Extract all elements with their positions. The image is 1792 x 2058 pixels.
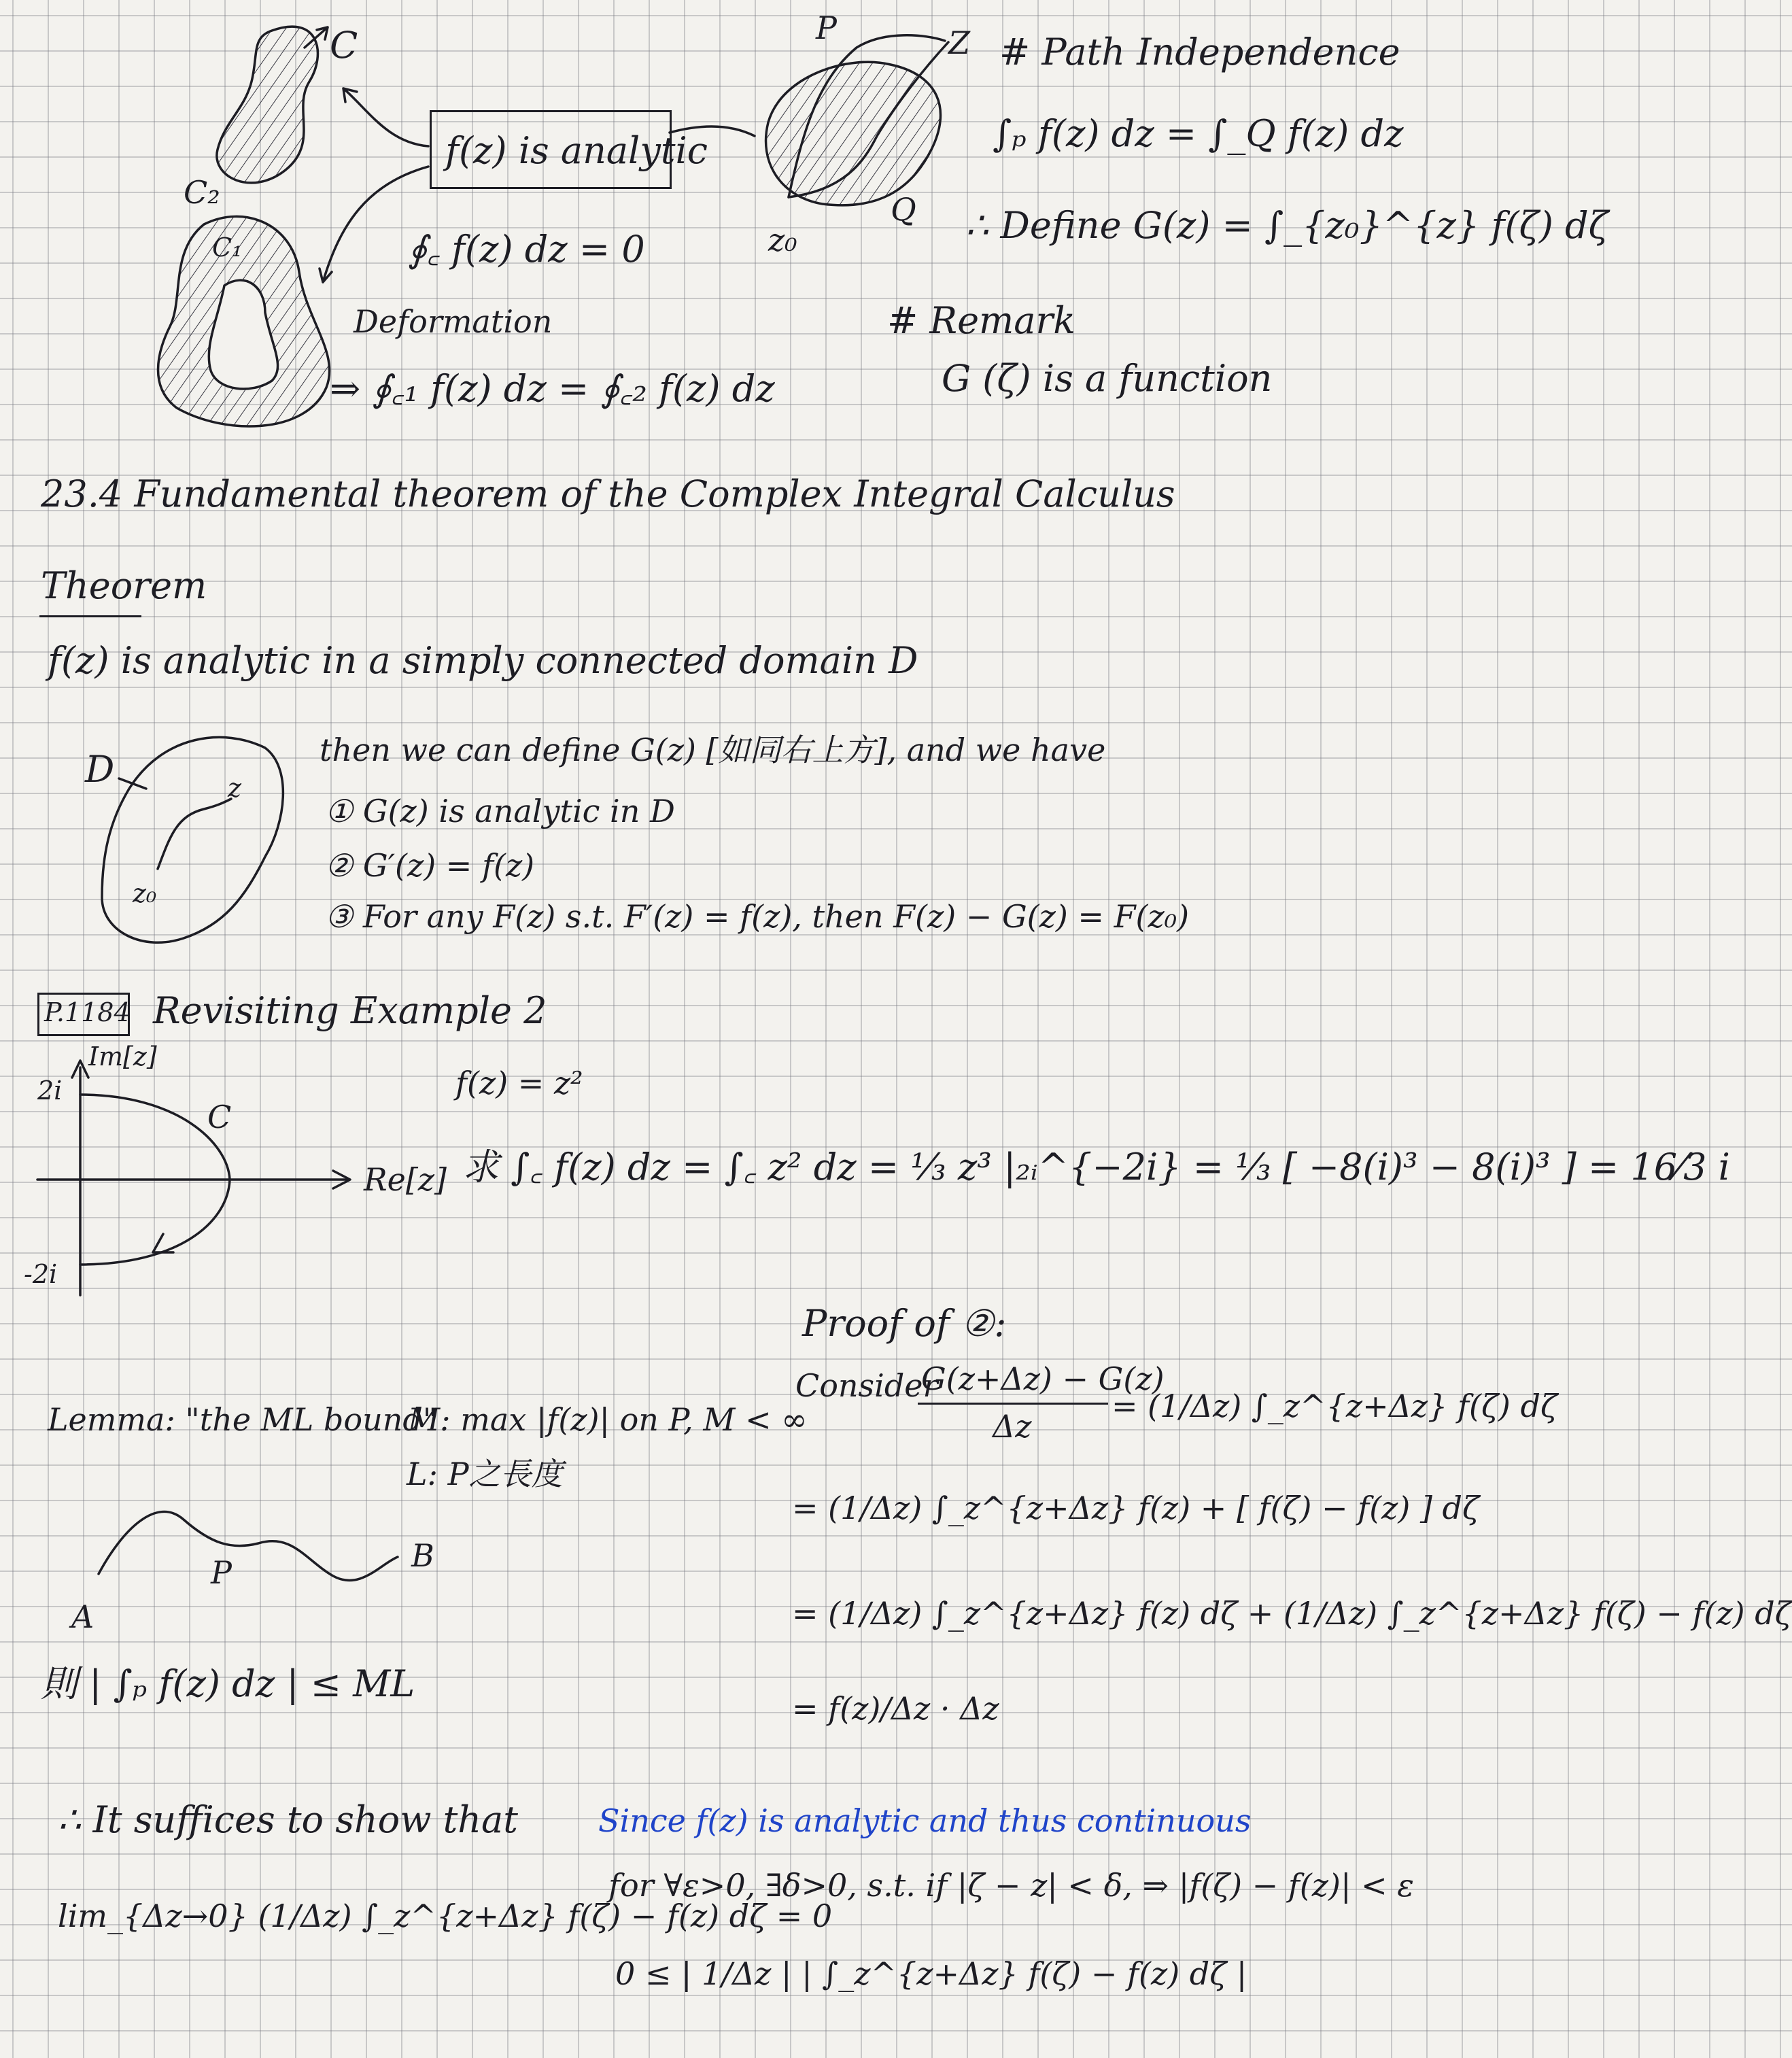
label-c2: C₂ (184, 174, 220, 211)
suffices-line: ∴ It suffices to show that (58, 1798, 518, 1841)
tick-neg-2i: -2i (24, 1259, 58, 1289)
lemma-label: Lemma: "the ML bound" (48, 1401, 437, 1438)
label-z0: z₀ (768, 222, 797, 258)
theorem-label: Theorem (41, 564, 207, 607)
label-c: C (330, 24, 358, 67)
contour-c-blob (217, 27, 318, 183)
analytic-box-text: f(z) is analytic (445, 129, 708, 172)
arrow-to-c (343, 88, 428, 146)
remark-text: G (ζ) is a function (942, 357, 1273, 400)
path-independence-equation: ∫ₚ f(z) dz = ∫_Q f(z) dz (993, 112, 1404, 155)
domain-d-outline (102, 737, 283, 942)
path-p-label: P (211, 1554, 232, 1591)
path-independence-title: # Path Independence (999, 31, 1400, 73)
domain-d-z-label: z (228, 773, 242, 803)
label-z: Z (948, 24, 970, 61)
difference-quotient-den: Δz (993, 1408, 1032, 1445)
ml-bound: 則 | ∫ₚ f(z) dz | ≤ ML (41, 1662, 415, 1705)
lemma-l-def: L: P之長度 (407, 1456, 563, 1492)
example-title: Revisiting Example 2 (153, 989, 547, 1032)
ml-path (99, 1511, 398, 1580)
proof-rhs-1: = (1/Δz) ∫_z^{z+Δz} f(ζ) dζ (1112, 1388, 1557, 1424)
difference-quotient-num: G(z+Δz) − G(z) (921, 1360, 1165, 1397)
epsilon-delta-line: for ∀ε>0, ∃δ>0, s.t. if |ζ − z| < δ, ⇒ |f(ζ) − f(z)| < ε (608, 1867, 1414, 1904)
re-axis-label: Re[z] (364, 1161, 447, 1198)
lemma-m-def: M: max |f(z)| on P, M < ∞ (408, 1401, 808, 1438)
im-axis-label: Im[z] (88, 1042, 157, 1071)
deformation-label: Deformation (354, 303, 553, 340)
deformation-equation: ⇒ ∮꜀₁ f(z) dz = ∮꜀₂ f(z) dz (330, 367, 775, 410)
proof-line-2: = (1/Δz) ∫_z^{z+Δz} f(z) + [ f(ζ) − f(z) ] dζ (792, 1490, 1479, 1526)
domain-d-z0-label: z₀ (133, 878, 157, 908)
proof-line-4: = f(z)/Δz · Δz (792, 1690, 999, 1727)
point-b: B (411, 1537, 434, 1574)
page-ref: P.1184 (44, 997, 131, 1027)
theorem-item-2: ② G′(z) = f(z) (325, 847, 535, 884)
then-line: then we can define G(z) [如同右上方], and we have (320, 732, 1106, 768)
label-p: P (816, 10, 837, 46)
proof-title: Proof of ②: (802, 1302, 1007, 1345)
cauchy-theorem: ∮꜀ f(z) dz = 0 (408, 228, 645, 271)
remark-title: # Remark (887, 299, 1075, 342)
domain-d-path (158, 799, 231, 869)
curve-c-label: C (207, 1099, 232, 1135)
label-c1: C₁ (212, 233, 243, 262)
theorem-statement: f(z) is analytic in a simply connected domain D (48, 639, 918, 682)
theorem-item-1: ① G(z) is analytic in D (325, 793, 675, 829)
example-computation: 求 ∫꜀ f(z) dz = ∫꜀ z² dz = ⅓ z³ |₂ᵢ^{−2i} = ⅓ [ −8(i)³ − 8(i)³ ] = 16⁄3 i (462, 1146, 1730, 1188)
proof-line-3: = (1/Δz) ∫_z^{z+Δz} f(z) dζ + (1/Δz) ∫_z^{z+Δz} f(ζ) − f(z) dζ (792, 1595, 1792, 1632)
theorem-underline (39, 615, 141, 617)
consider-label: Consider (795, 1367, 938, 1404)
define-g-equation: ∴ Define G(z) = ∫_{z₀}^{z} f(ζ) dζ (965, 204, 1608, 247)
point-a: A (71, 1598, 94, 1635)
continuity-note: Since f(z) is analytic and thus continuous (598, 1802, 1252, 1839)
limit-expression: lim_{Δz→0} (1/Δz) ∫_z^{z+Δz} f(ζ) − f(z) dζ = 0 (58, 1898, 833, 1934)
theorem-item-3: ③ For any F(z) s.t. F′(z) = f(z), then F(z) − G(z) = F(z₀) (325, 898, 1190, 935)
domain-d-pointer (119, 778, 146, 789)
tick-2i: 2i (37, 1076, 63, 1105)
bounding-inequality: 0 ≤ | 1/Δz | | ∫_z^{z+Δz} f(ζ) − f(z) dζ | (615, 1955, 1247, 1992)
domain-d-label: D (85, 748, 115, 791)
f-definition: f(z) = z² (455, 1065, 583, 1101)
section-heading: 23.4 Fundamental theorem of the Complex Integral Calculus (41, 473, 1175, 515)
difference-quotient-bar (918, 1403, 1108, 1405)
label-q: Q (891, 191, 916, 228)
